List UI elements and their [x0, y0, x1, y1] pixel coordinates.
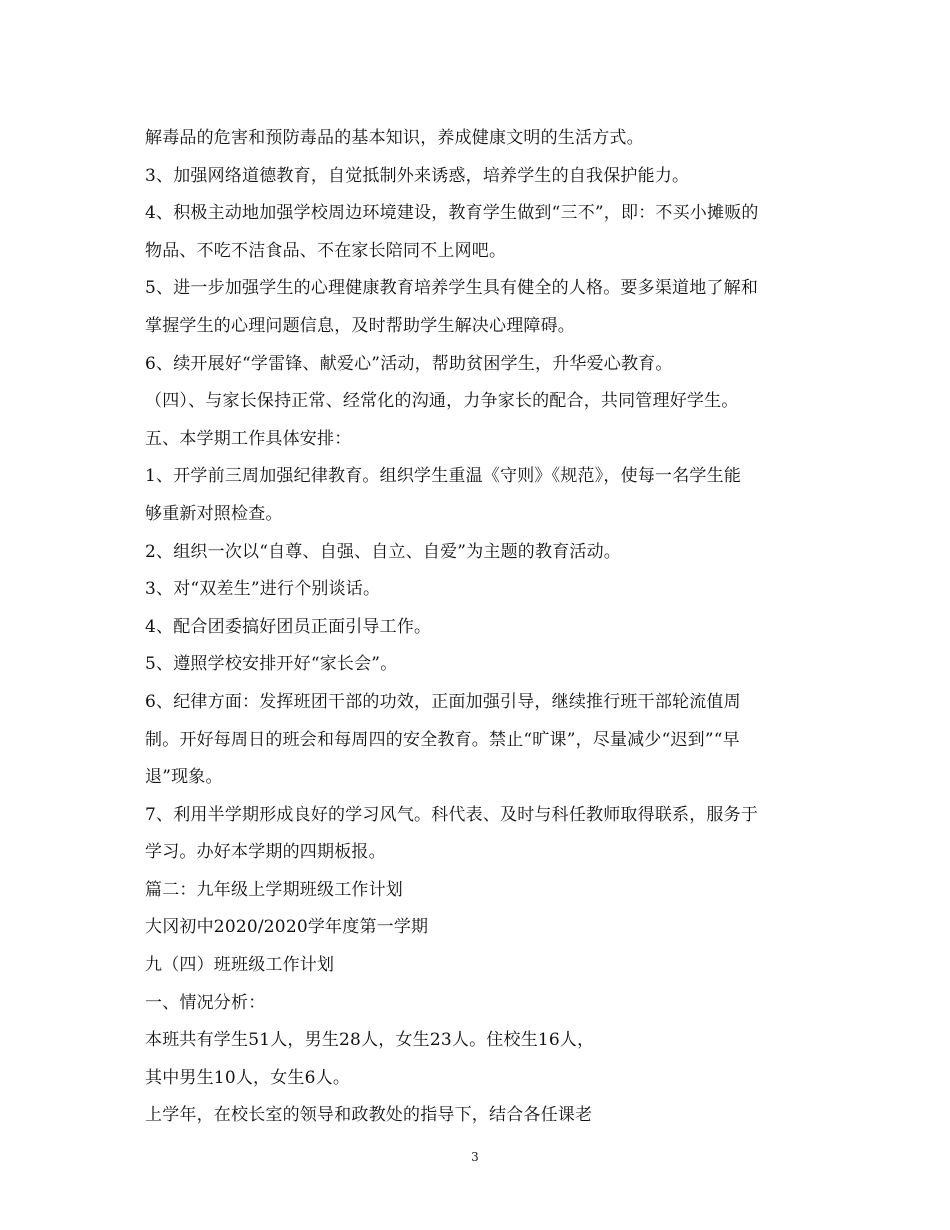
- text-line: 学习。办好本学期的四期板报。: [145, 842, 386, 863]
- document-body: [145, 128, 810, 1143]
- text-line: 退”现象。: [145, 767, 223, 788]
- text-line: 掌握学生的心理问题信息，及时帮助学生解决心理障碍。: [145, 315, 575, 336]
- text-line: 5、进一步加强学生的心理健康教育培养学生具有健全的人格。要多渠道地了解和: [145, 278, 759, 299]
- school-term-line: 大冈初中2020/2020学年度第一学期: [145, 917, 429, 938]
- section-heading: 五、本学期工作具体安排：: [145, 428, 352, 449]
- text-line: 2、组织一次以“自尊、自强、自立、自爱”为主题的教育活动。: [145, 541, 621, 562]
- section-heading: 一、情况分析：: [145, 992, 266, 1013]
- text-line: 1、开学前三周加强纪律教育。组织学生重温《守则》《规范》，使每一名学生能: [145, 466, 742, 487]
- text-line: 解毒品的危害和预防毒品的基本知识，养成健康文明的生活方式。: [145, 128, 644, 148]
- text-line: 物品、不吃不洁食品、不在家长陪同不上网吧。: [145, 240, 507, 261]
- chapter-title: 篇二：九年级上学期班级工作计划: [145, 879, 403, 900]
- text-line: 4、配合团委搞好团员正面引导工作。: [145, 616, 432, 637]
- text-line: 够重新对照检查。: [145, 503, 283, 524]
- text-line: 6、纪律方面：发挥班团干部的功效，正面加强引导，继续推行班干部轮流值周: [145, 691, 741, 712]
- text-line: 6、续开展好“学雷锋、献爱心”活动，帮助贫困学生，升华爱心教育。: [145, 353, 673, 374]
- text-line: 7、利用半学期形成良好的学习风气。科代表、及时与科任教师取得联系，服务于: [145, 804, 759, 825]
- plan-title: 九（四）班班级工作计划: [145, 955, 335, 976]
- text-line: 3、对“双差生”进行个别谈话。: [145, 579, 381, 600]
- text-line: 制。开好每周日的班会和每周四的安全教育。禁止“旷课”，尽量减少“迟到”“早: [145, 729, 740, 750]
- text-line: 5、遵照学校安排开好“家长会”。: [145, 654, 398, 675]
- text-line: 4、积极主动地加强学校周边环境建设，教育学生做到“三不”，即：不买小摊贩的: [145, 203, 759, 224]
- text-line: 其中男生10人，女生6人。: [145, 1067, 351, 1088]
- text-line: 本班共有学生51人，男生28人，女生23人。住校生16人，: [145, 1030, 595, 1051]
- text-line: （四）、与家长保持正常、经常化的沟通，力争家长的配合，共同管理好学生。: [145, 391, 739, 412]
- text-line: 3、加强网络道德教育，自觉抵制外来诱惑，培养学生的自我保护能力。: [145, 165, 690, 186]
- text-line: 上学年，在校长室的领导和政教处的指导下，结合各任课老: [145, 1105, 593, 1126]
- page-number: 3: [471, 1150, 479, 1164]
